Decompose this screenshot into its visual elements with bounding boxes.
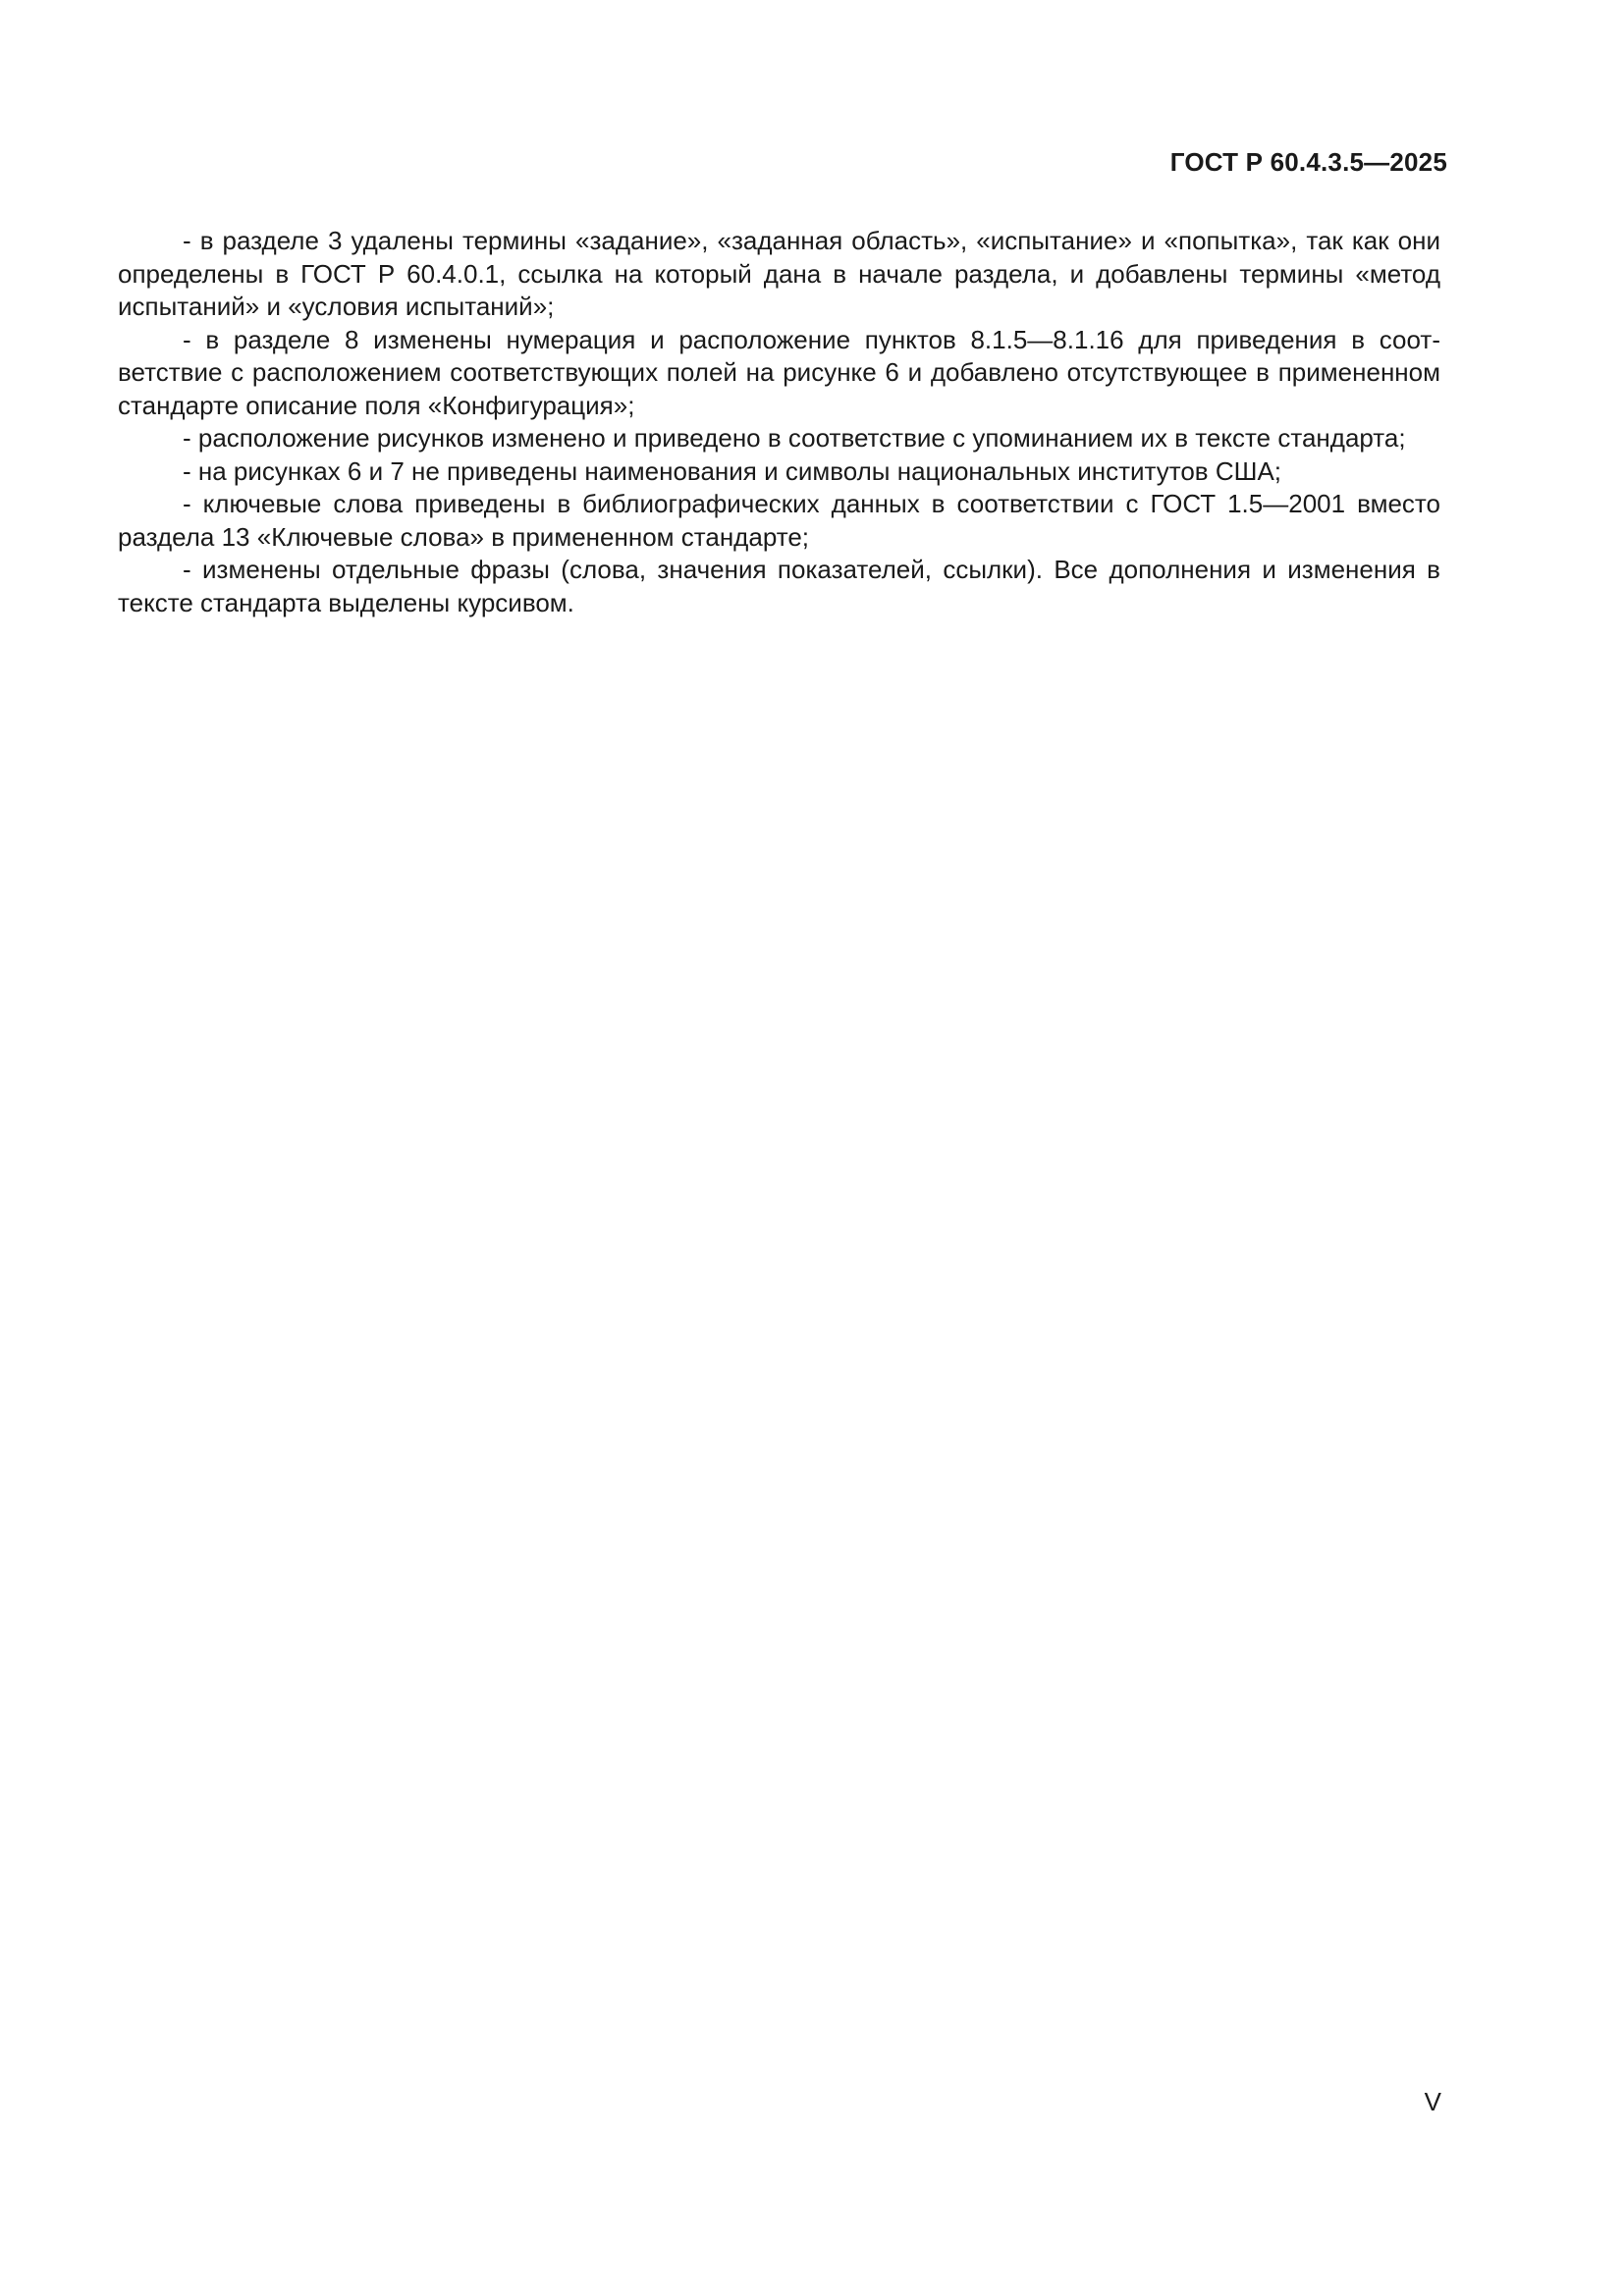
paragraph: - в разделе 3 удалены термины «задание», «заданная область», «испытание» и «попытка», так как они определены в ГОСТ Р 60.4.0.1, ссылка на который дана в начале раздела, и добавлены термины «метод испытаний» и «условия испытаний»; [118, 226, 1440, 321]
paragraph: - ключевые слова приведены в библиографических данных в соответствии с ГОСТ 1.5—2001 вместо раздела 13 «Ключевые слова» в примененном стандарте; [118, 489, 1440, 552]
body-text [118, 225, 1440, 619]
paragraph: - расположение рисунков изменено и приведено в соответствие с упоминанием их в тексте стандарта; [183, 423, 1406, 453]
page-header-standard-id: ГОСТ Р 60.4.3.5—2025 [1169, 147, 1447, 177]
paragraph: - изменены отдельные фразы (слова, значения показателей, ссылки). Все дополнения и изменения в тексте стандарта выделены курсивом. [118, 555, 1440, 617]
paragraph: - в разделе 8 изменены нумерация и расположение пунктов 8.1.5—8.1.16 для приведения в соответствие с расположением соответствующих полей на рисунке 6 и добавлено отсутствующее в примененном стандарте описание поля «Конфигурация»; [118, 324, 1440, 420]
paragraph: - на рисунках 6 и 7 не приведены наименования и символы национальных институтов США; [183, 455, 1282, 486]
page-number: V [1424, 2087, 1441, 2116]
